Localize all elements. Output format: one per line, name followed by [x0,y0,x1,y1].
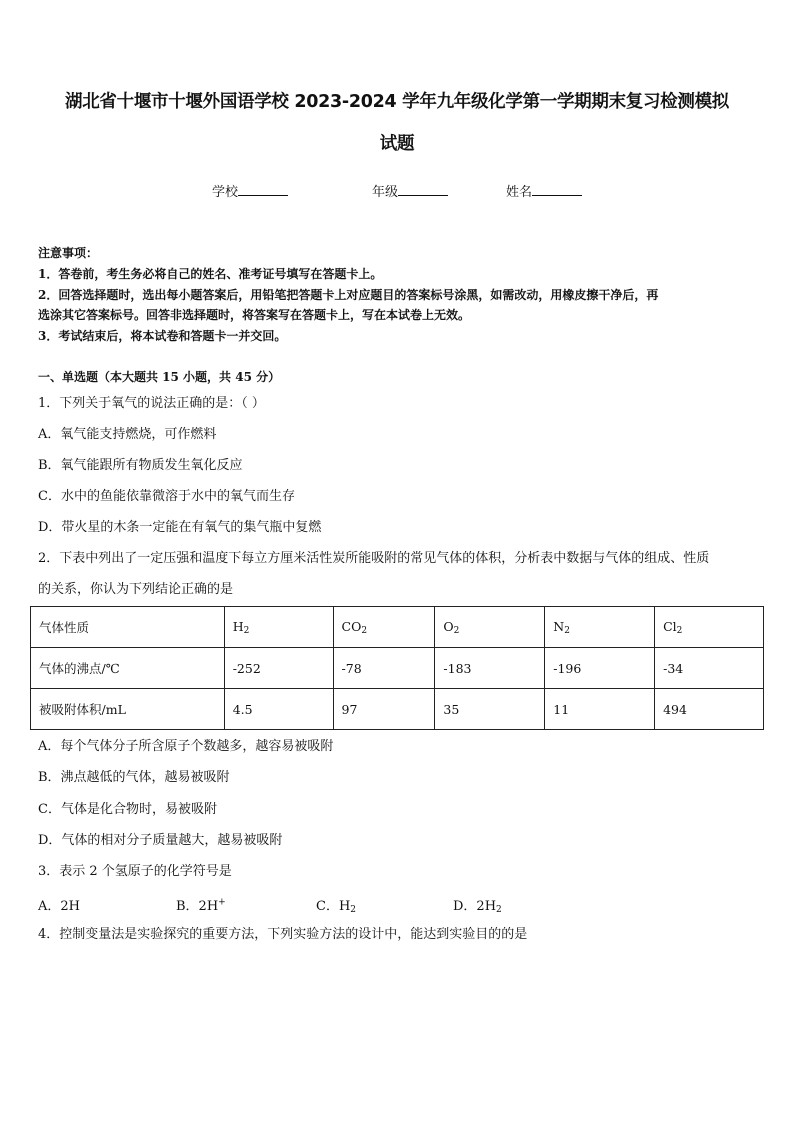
section-heading: 一、单选题（本大题共 15 小题，共 45 分） [38,370,281,384]
q3-option-d: D．$2H_2$ [453,899,502,915]
table-cell: 4.5 [224,689,333,730]
grade-label: 年级 [372,185,399,200]
table-cell: -183 [435,648,545,689]
grade-field [372,181,448,200]
table-cell: -34 [655,648,764,689]
notice-item-1: 1．答卷前，考生务必将自己的姓名、准考证号填写在答题卡上。 [38,267,383,281]
name-label: 姓名 [506,185,533,200]
q2-option-a: A．每个气体分子所含原子个数越多，越容易被吸附 [38,739,334,754]
table-header-row [31,607,764,648]
q1-option-c: C．水中的鱼能依靠微溶于水中的氧气而生存 [38,489,295,504]
q2-option-c: C．气体是化合物时，易被吸附 [38,802,217,817]
q1-option-b: B．氧气能跟所有物质发生氧化反应 [38,458,243,473]
school-field [212,181,288,200]
school-blank [238,183,288,196]
row-label-adsorbed-volume: 被吸附体积/mL [31,689,225,730]
q3-option-b: B．2H+ [176,897,226,914]
table-cell: 35 [435,689,545,730]
school-label: 学校 [212,185,239,200]
gas-o2: $O_2$ [435,607,545,648]
table-cell: -78 [333,648,435,689]
q2-stem-line1: 2．下表中列出了一定压强和温度下每立方厘米活性炭所能吸附的常见气体的体积，分析表中数据与气体的组成、性质 [38,551,710,566]
q4-stem: 4．控制变量法是实验探究的重要方法，下列实验方法的设计中，能达到实验目的的是 [38,927,528,942]
table-cell: -196 [545,648,655,689]
name-blank [532,183,582,196]
page-title-line1: 湖北省十堰市十堰外国语学校 2023-2024 学年九年级化学第一学期期末复习检测模拟 [65,92,729,112]
gas-cl2: $Cl_2$ [655,607,764,648]
q3-option-a: A．2H [38,899,80,914]
table-cell: -252 [224,648,333,689]
table-header-label: 气体性质 [31,607,225,648]
q3-stem: 3．表示 2 个氢原子的化学符号是 [38,864,232,879]
page-title-line2: 试题 [379,134,415,154]
gas-n2: $N_2$ [545,607,655,648]
table-cell: 97 [333,689,435,730]
q1-option-a: A．氧气能支持燃烧，可作燃料 [38,427,217,442]
grade-blank [398,183,448,196]
gas-co2: $CO_2$ [333,607,435,648]
q1-stem: 1．下列关于氧气的说法正确的是：（ ） [38,396,265,411]
notice-item-2-cont: 选涂其它答案标号。回答非选择题时，将答案写在答题卡上，写在本试卷上无效。 [38,308,471,322]
notice-item-2: 2．回答选择题时，选出每小题答案后，用铅笔把答题卡上对应题目的答案标号涂黑，如需改动，用橡皮擦干净后，再 [38,288,659,302]
q2-stem-line2: 的关系，你认为下列结论正确的是 [38,582,234,597]
q3-option-c: C．$H_2$ [316,899,357,915]
q2-option-b: B．沸点越低的气体，越易被吸附 [38,770,230,785]
table-cell: 11 [545,689,655,730]
q2-option-d: D．气体的相对分子质量越大，越易被吸附 [38,833,283,848]
table-row [31,648,764,689]
notice-item-3: 3．考试结束后，将本试卷和答题卡一并交回。 [38,329,287,343]
table-cell: 494 [655,689,764,730]
row-label-boiling-point: 气体的沸点/℃ [31,648,225,689]
gas-property-table [30,606,764,730]
name-field [506,181,582,200]
table-row [31,689,764,730]
q1-option-d: D．带火星的木条一定能在有氧气的集气瓶中复燃 [38,520,322,535]
notice-heading: 注意事项： [38,246,99,260]
gas-h2: $H_2$ [224,607,333,648]
